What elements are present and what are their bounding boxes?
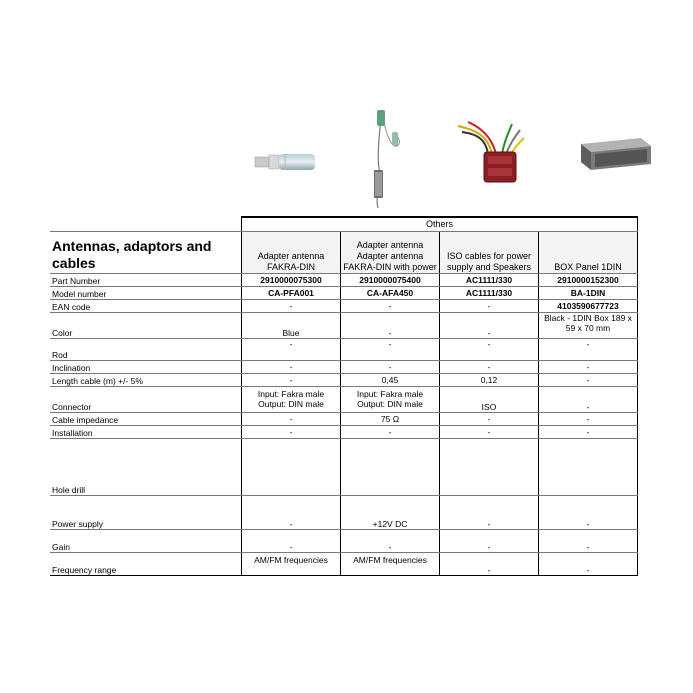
cell: ISO	[440, 386, 539, 412]
cell: -	[440, 552, 539, 575]
cell: -	[539, 495, 638, 529]
cell: AM/FM frequencies	[242, 552, 341, 575]
fakra-din-powered-adapter-image	[357, 108, 417, 210]
cell: 0,45	[341, 373, 440, 386]
cell: -	[341, 299, 440, 312]
table-row	[50, 529, 638, 552]
cell: -	[341, 338, 440, 360]
cell: -	[341, 360, 440, 373]
row-label: Installation	[50, 425, 242, 438]
row-label: Inclination	[50, 360, 242, 373]
table-row	[50, 552, 638, 575]
row-label: Frequency range	[50, 552, 242, 575]
cell: -	[242, 425, 341, 438]
cell: -	[242, 360, 341, 373]
cell: Black - 1DIN Box 189 x 59 x 70 mm	[539, 312, 638, 338]
table-row	[50, 273, 638, 286]
cell: -	[440, 312, 539, 338]
cell: 2910000075400	[341, 273, 440, 286]
cell: CA-PFA001	[242, 286, 341, 299]
row-label: Gain	[50, 529, 242, 552]
iso-cable-image	[452, 120, 532, 188]
cell: -	[242, 412, 341, 425]
cell: -	[539, 338, 638, 360]
table-row	[50, 438, 638, 495]
cell: -	[440, 360, 539, 373]
table-row	[50, 338, 638, 360]
cell: -	[539, 360, 638, 373]
cell: -	[539, 529, 638, 552]
cell	[341, 438, 440, 495]
cell: Blue	[242, 312, 341, 338]
row-label: EAN code	[50, 299, 242, 312]
table-title: Antennas, adaptors and cables	[50, 231, 242, 273]
row-label: Cable impedance	[50, 412, 242, 425]
cell: AM/FM frequencies	[341, 552, 440, 575]
cell: -	[440, 529, 539, 552]
cell: 2910000152300	[539, 273, 638, 286]
cell: -	[242, 495, 341, 529]
cell	[440, 438, 539, 495]
cell: Input: Fakra male Output: DIN male	[341, 386, 440, 412]
cell: -	[440, 425, 539, 438]
row-label: Length cable (m) +/- 5%	[50, 373, 242, 386]
table-row	[50, 286, 638, 299]
cell: -	[242, 529, 341, 552]
cell: AC1111/330	[440, 286, 539, 299]
table-row	[50, 386, 638, 412]
row-label: Color	[50, 312, 242, 338]
row-label: Hole drill	[50, 438, 242, 495]
product-header-row	[50, 231, 638, 273]
product-name-1: Adapter antenna FAKRA-DIN	[242, 231, 341, 273]
cell: 4103590677723	[539, 299, 638, 312]
row-label: Connector	[50, 386, 242, 412]
table-row	[50, 312, 638, 338]
cell: -	[341, 312, 440, 338]
cell: AC1111/330	[440, 273, 539, 286]
table-row	[50, 495, 638, 529]
cell: -	[539, 412, 638, 425]
row-label: Model number	[50, 286, 242, 299]
product-name-3: ISO cables for power supply and Speakers	[440, 231, 539, 273]
cell	[242, 438, 341, 495]
table-row	[50, 360, 638, 373]
cell: -	[242, 299, 341, 312]
group-header-others: Others	[242, 217, 638, 231]
cell: 0,12	[440, 373, 539, 386]
cell: -	[242, 338, 341, 360]
row-label: Rod	[50, 338, 242, 360]
cell: -	[440, 299, 539, 312]
cell: 75 Ω	[341, 412, 440, 425]
cell: -	[341, 529, 440, 552]
cell: -	[539, 373, 638, 386]
cell: CA-AFA450	[341, 286, 440, 299]
cell: BA-1DIN	[539, 286, 638, 299]
table-row	[50, 299, 638, 312]
product-name-2: Adapter antenna Adapter antenna FAKRA-DIN with power	[341, 231, 440, 273]
cell: -	[440, 412, 539, 425]
cell: 2910000075300	[242, 273, 341, 286]
product-spec-table	[50, 216, 638, 576]
cell: -	[539, 552, 638, 575]
cell: -	[539, 425, 638, 438]
fakra-din-adapter-image	[251, 150, 319, 174]
group-header-row	[50, 217, 638, 231]
row-label: Power supply	[50, 495, 242, 529]
din-box-panel-image	[575, 134, 653, 174]
cell: -	[539, 386, 638, 412]
product-name-4: BOX Panel 1DIN	[539, 231, 638, 273]
cell: -	[242, 373, 341, 386]
table-row	[50, 373, 638, 386]
table-row	[50, 425, 638, 438]
cell: Input: Fakra male Output: DIN male	[242, 386, 341, 412]
table-row	[50, 412, 638, 425]
row-label: Part Number	[50, 273, 242, 286]
cell: -	[440, 338, 539, 360]
cell: -	[341, 425, 440, 438]
cell	[539, 438, 638, 495]
cell: -	[440, 495, 539, 529]
cell: +12V DC	[341, 495, 440, 529]
